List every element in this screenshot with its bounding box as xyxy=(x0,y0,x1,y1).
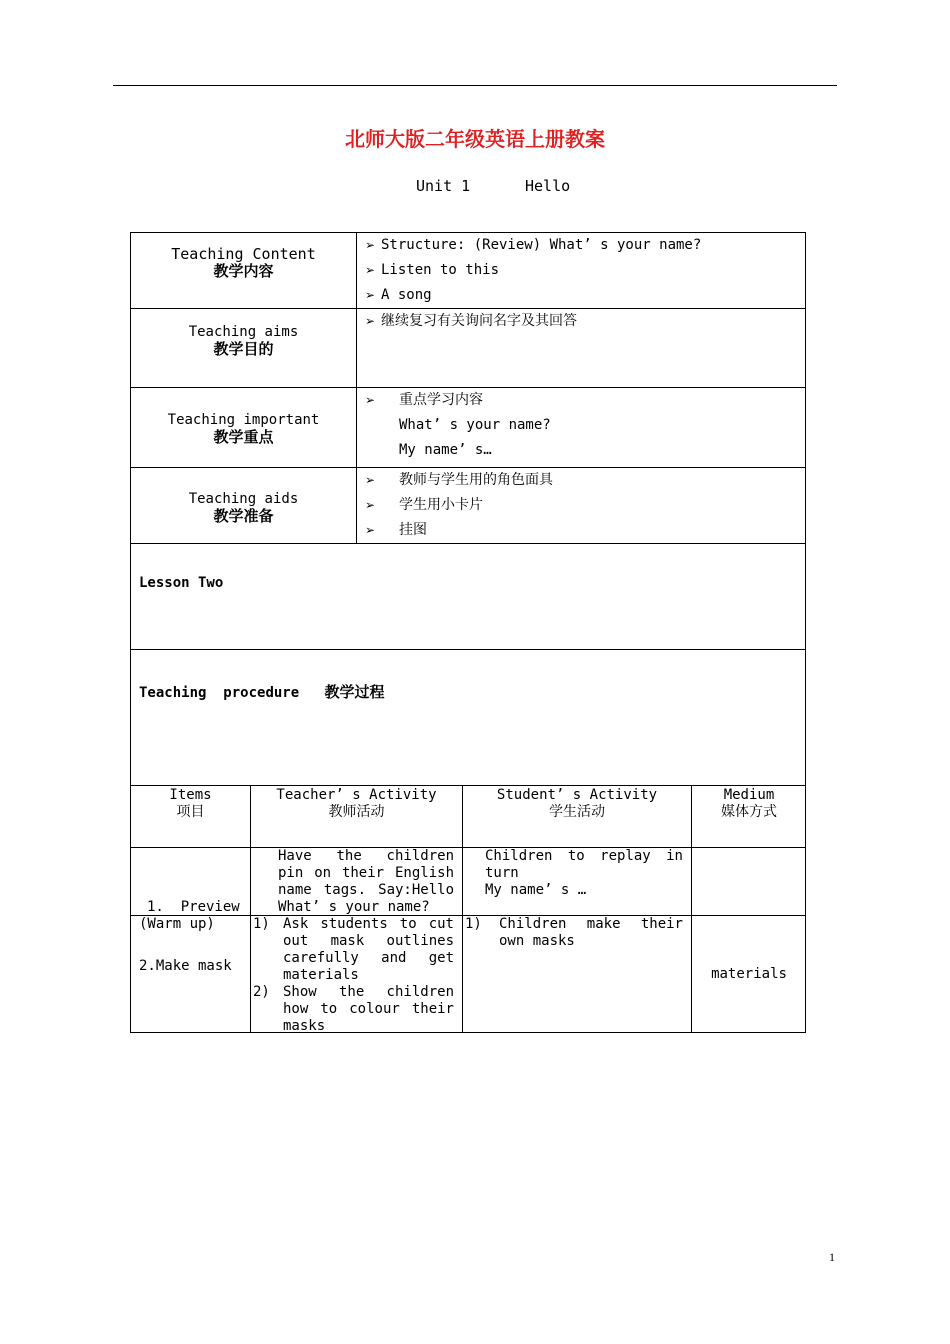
lesson-info-table xyxy=(130,232,806,544)
procedure-heading: Teaching procedure 教学过程 xyxy=(139,683,385,701)
table-row-item: 2.Make mask xyxy=(139,958,232,974)
table-row-teacher: 1) Ask students to cut out mask outlines carefully and get materials 2) Show the children how to colour their masks xyxy=(253,916,454,1034)
page-title: 北师大版二年级英语上册教案 xyxy=(345,127,605,151)
unit-label: Unit 1 xyxy=(416,177,471,195)
teaching-content-list xyxy=(365,233,701,308)
list-item: ➢ 挂图 xyxy=(365,518,553,543)
table-row-student: Children to replay in turn My name’ s … xyxy=(485,848,683,898)
unit-name: Hello xyxy=(525,177,571,195)
arrow-bullet-icon: ➢ xyxy=(365,473,376,487)
teaching-aids-label: Teaching aids 教学准备 xyxy=(188,491,299,525)
lesson-title: Lesson Two xyxy=(139,575,224,591)
list-subitem: My name’ s… xyxy=(399,442,492,458)
list-item: ➢ 重点学习内容 xyxy=(365,388,551,413)
header-medium: Medium 媒体方式 xyxy=(721,787,777,820)
table-row-item: 1. Preview (Warm up) xyxy=(139,899,240,932)
list-item: ➢ 继续复习有关询问名字及其回答 xyxy=(365,309,577,334)
arrow-bullet-icon: ➢ xyxy=(365,314,376,328)
list-item: ➢ Listen to this xyxy=(365,258,701,283)
arrow-bullet-icon: ➢ xyxy=(365,523,376,537)
teaching-important-list xyxy=(365,388,551,463)
teaching-aids-list xyxy=(365,468,553,543)
arrow-bullet-icon: ➢ xyxy=(365,263,376,277)
table-row-teacher: Have the children pin on their English name tags. Say:Hello What’ s your name? xyxy=(278,848,454,915)
list-subitem: What’ s your name? xyxy=(399,417,551,433)
lesson-section xyxy=(130,543,806,1033)
list-item: ➢ A song xyxy=(365,283,701,308)
teaching-aims-label: Teaching aims 教学目的 xyxy=(188,324,299,358)
teaching-aims-list xyxy=(365,309,577,334)
arrow-bullet-icon: ➢ xyxy=(365,393,376,407)
list-item: ➢ 教师与学生用的角色面具 xyxy=(365,468,553,493)
teaching-content-label: Teaching Content 教学内容 xyxy=(171,245,316,280)
page-number: 1 xyxy=(829,1250,835,1264)
table-row-medium: materials xyxy=(711,966,787,982)
teaching-important-label: Teaching important 教学重点 xyxy=(167,412,320,446)
header-student-activity: Student’ s Activity 学生活动 xyxy=(496,787,658,820)
table-row-student: 1) Children make their own masks xyxy=(465,916,683,949)
list-item: ➢ 学生用小卡片 xyxy=(365,493,553,518)
header-rule xyxy=(113,85,837,86)
header-items: Items 项目 xyxy=(169,787,212,820)
list-item: ➢ Structure: (Review) What’ s your name? xyxy=(365,233,701,258)
arrow-bullet-icon: ➢ xyxy=(365,498,376,512)
arrow-bullet-icon: ➢ xyxy=(365,238,376,252)
arrow-bullet-icon: ➢ xyxy=(365,288,376,302)
header-teacher-activity: Teacher’ s Activity 教师活动 xyxy=(276,787,437,820)
